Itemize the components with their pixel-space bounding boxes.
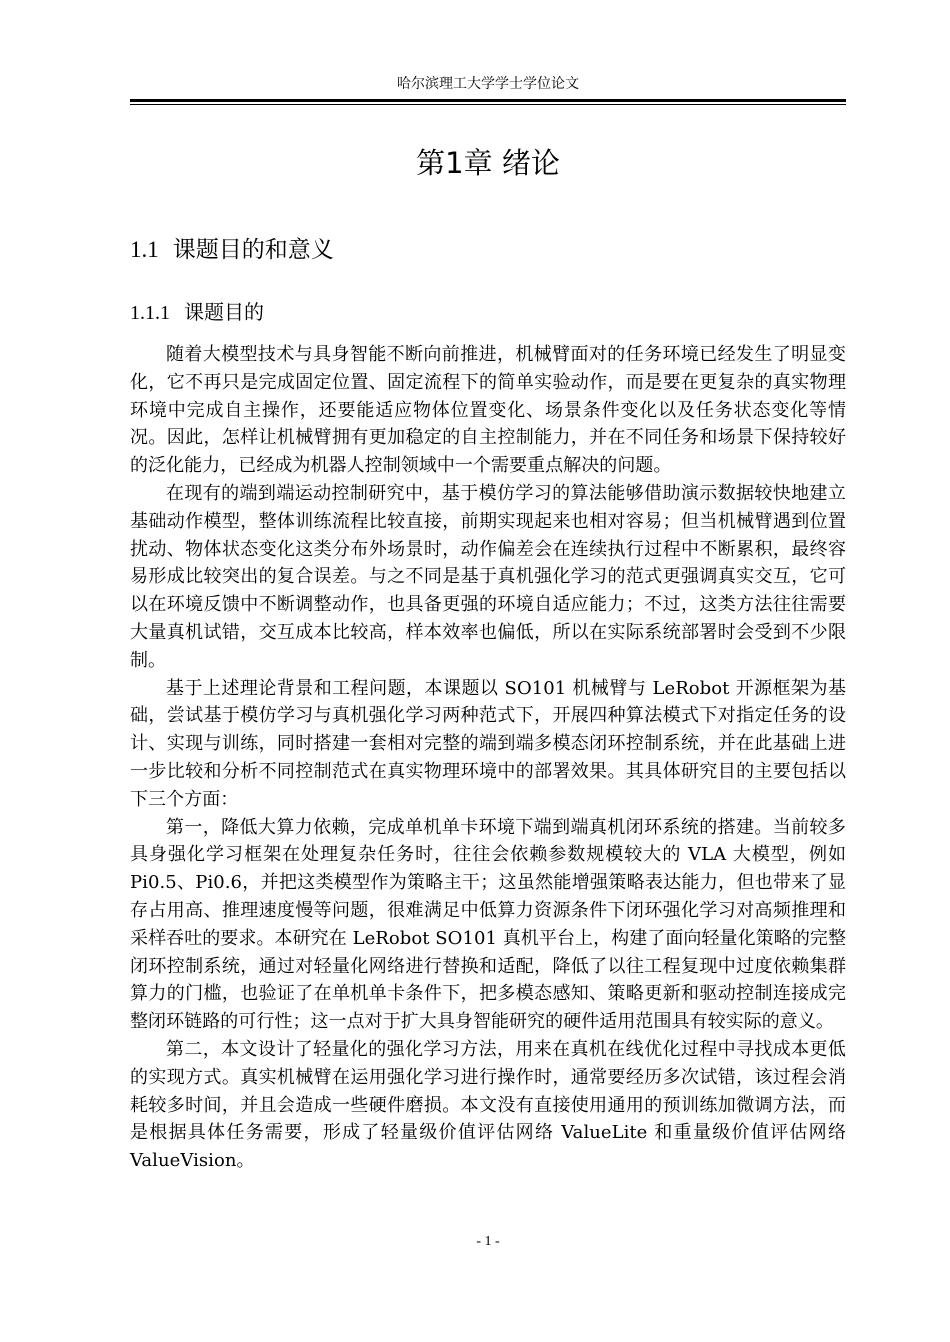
subsection-number: 1.1.1 (130, 302, 170, 324)
page-number: - 1 - (476, 1234, 500, 1249)
paragraph-4: 第一，降低大算力依赖，完成单机单卡环境下端到端真机闭环系统的搭建。当前较多具身强化学习框架在处理复杂任务时，往往会依赖参数规模较大的 VLA 大模型，例如 Pi0.5、Pi0.6，并把这类模型作为策略主干；这虽然能增强策略表达能力，但也带来了显存占用高、推理速度慢等问题，很难满足中低算力资源条件下闭环强化学习对高频推理和采样吞吐的要求。本研究在 LeRobot SO101 真机平台上，构建了面向轻量化策略的完整闭环控制系统，通过对轻量化网络进行替换和适配，降低了以往工程复现中过度依赖集群算力的门槛，也验证了在单机单卡条件下，把多模态感知、策略更新和驱动控制连接成完整闭环链路的可行性；这一点对于扩大具身智能研究的硬件适用范围具有较实际的意义。 (130, 816, 846, 1033)
running-header: 哈尔滨理工大学学士学位论文 (397, 76, 579, 92)
paragraph-5: 第二，本文设计了轻量化的强化学习方法，用来在真机在线优化过程中寻找成本更低的实现方式。真实机械臂在运用强化学习进行操作时，通常要经历多次试错，该过程会消耗较多时间，并且会造成一些硬件磨损。本文没有直接使用通用的预训练加微调方法，而是根据具体任务需要，形成了轻量级价值评估网络 ValueLite 和重量级价值评估网络 ValueVision。 (130, 1038, 846, 1172)
header-rule-thick (130, 99, 846, 102)
section-heading (130, 233, 846, 267)
body-text (130, 341, 846, 1175)
paragraph-1: 随着大模型技术与具身智能不断向前推进，机械臂面对的任务环境已经发生了明显变化，它不再只是完成固定位置、固定流程下的简单实验动作，而是要在更复杂的真实物理环境中完成自主操作，还要能适应物体位置变化、场景条件变化以及任务状态变化等情况。因此，怎样让机械臂拥有更加稳定的自主控制能力，并在不同任务和场景下保持较好的泛化能力，已经成为机器人控制领域中一个需要重点解决的问题。 (130, 344, 846, 477)
paragraph-2: 在现有的端到端运动控制研究中，基于模仿学习的算法能够借助演示数据较快地建立基础动作模型，整体训练流程比较直接，前期实现起来也相对容易；但当机械臂遇到位置扰动、物体状态变化这类分布外场景时，动作偏差会在连续执行过程中不断累积，最终容易形成比较突出的复合误差。与之不同是基于真机强化学习的范式更强调真实交互，它可以在环境反馈中不断调整动作，也具备更强的环境自适应能力；不过，这类方法往往需要大量真机试错，交互成本比较高，样本效率也偏低，所以在实际系统部署时会受到不少限制。 (130, 482, 846, 671)
subsection-title: 课题目的 (184, 300, 264, 324)
subsection-heading (130, 296, 846, 329)
paragraph-3: 基于上述理论背景和工程问题，本课题以 SO101 机械臂与 LeRobot 开源框架为基础，尝试基于模仿学习与真机强化学习两种范式下，开展四种算法模式下对指定任务的设计、实现与训练，同时搭建一套相对完整的端到端多模态闭环控制系统，并在此基础上进一步比较和分析不同控制范式在真实物理环境中的部署效果。其具体研究目的主要包括以下三个方面： (130, 677, 846, 810)
header-rule-thin (130, 104, 846, 105)
section-number: 1.1 (130, 237, 159, 262)
section-title: 课题目的和意义 (172, 237, 334, 263)
chapter-title: 第1章 绪论 (416, 146, 560, 180)
